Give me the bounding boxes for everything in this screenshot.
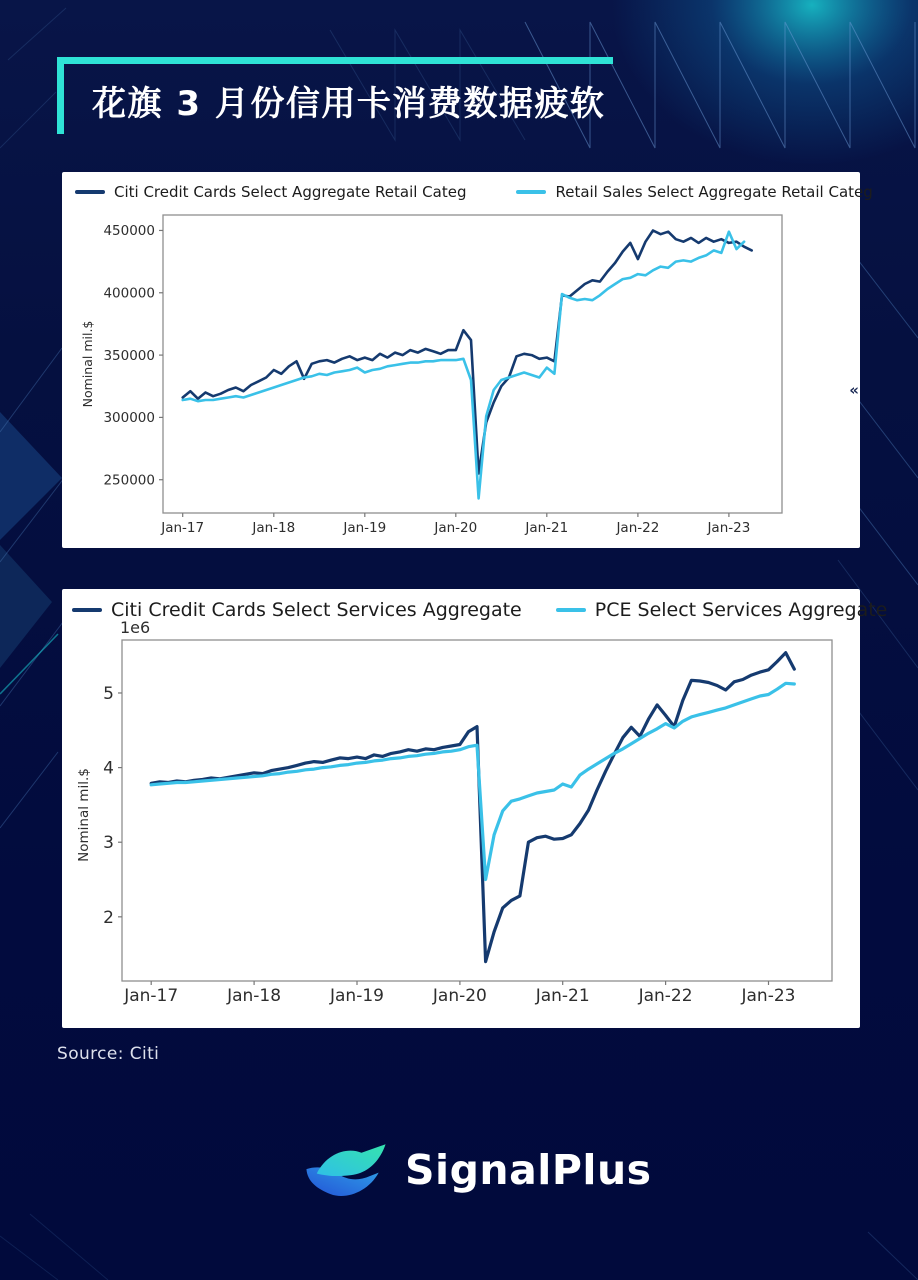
svg-text:Jan-17: Jan-17 <box>161 520 205 536</box>
source-caption: Source: Citi <box>57 1044 160 1064</box>
y-axis <box>80 223 163 488</box>
title-accent-bar-left <box>57 57 64 134</box>
signalplus-logo-text: SignalPlus <box>405 1146 652 1194</box>
y-axis-label: Nominal mil.$ <box>80 320 95 408</box>
logo-wave-top <box>317 1144 386 1176</box>
legend-line-swatch <box>72 608 102 612</box>
svg-text:300000: 300000 <box>103 410 155 427</box>
axis-offset-label: 1e6 <box>120 618 151 637</box>
svg-text:Jan-21: Jan-21 <box>535 986 590 1006</box>
svg-text:Jan-23: Jan-23 <box>707 520 751 536</box>
signalplus-logo-icon <box>303 1138 389 1202</box>
svg-text:Jan-22: Jan-22 <box>638 986 693 1006</box>
title-accent-bar-top <box>57 57 613 64</box>
svg-text:Jan-18: Jan-18 <box>252 520 296 536</box>
svg-text:450000: 450000 <box>103 223 155 240</box>
legend-line-swatch <box>516 190 546 194</box>
svg-text:350000: 350000 <box>103 347 155 364</box>
svg-text:Jan-18: Jan-18 <box>227 986 282 1006</box>
page-title: 花旗 3 月份信用卡消费数据疲软 <box>92 84 606 124</box>
legend-line-swatch <box>556 608 586 612</box>
retail-chart-legend <box>75 183 873 201</box>
retail-chart <box>62 172 860 548</box>
svg-text:Jan-19: Jan-19 <box>330 986 384 1006</box>
svg-text:4: 4 <box>103 758 114 779</box>
y-axis <box>76 684 122 928</box>
legend-item <box>72 599 522 621</box>
legend-label: Citi Credit Cards Select Aggregate Retail Categ <box>114 183 467 201</box>
svg-text:Jan-20: Jan-20 <box>434 520 478 536</box>
svg-text:Jan-17: Jan-17 <box>124 986 179 1006</box>
svg-text:Jan-19: Jan-19 <box>343 520 387 536</box>
svg-text:Jan-23: Jan-23 <box>741 986 796 1006</box>
svg-text:250000: 250000 <box>103 472 155 489</box>
services-chart-legend <box>72 599 887 621</box>
services-chart-panel <box>62 589 888 1028</box>
y-axis-label: Nominal mil.$ <box>76 768 92 862</box>
page-edge-mark-icon: « <box>849 381 859 399</box>
legend-label: Citi Credit Cards Select Services Aggregate <box>111 599 522 621</box>
x-axis <box>160 513 750 536</box>
signalplus-logo <box>303 1138 652 1202</box>
svg-text:Jan-22: Jan-22 <box>616 520 660 536</box>
legend-item <box>516 183 872 201</box>
svg-text:3: 3 <box>103 833 114 854</box>
retail-chart-panel <box>62 172 873 548</box>
svg-text:2: 2 <box>103 907 114 928</box>
svg-text:400000: 400000 <box>103 285 155 302</box>
services-chart <box>62 589 860 1028</box>
legend-label: Retail Sales Select Aggregate Retail Categ <box>555 183 873 201</box>
legend-item <box>556 599 888 621</box>
legend-label: PCE Select Services Aggregate <box>594 599 888 621</box>
svg-text:5: 5 <box>103 683 114 704</box>
legend-line-swatch <box>75 190 105 194</box>
legend-item <box>75 183 466 201</box>
svg-text:Jan-21: Jan-21 <box>525 520 569 536</box>
x-axis <box>123 981 795 1006</box>
svg-text:Jan-20: Jan-20 <box>432 986 487 1006</box>
